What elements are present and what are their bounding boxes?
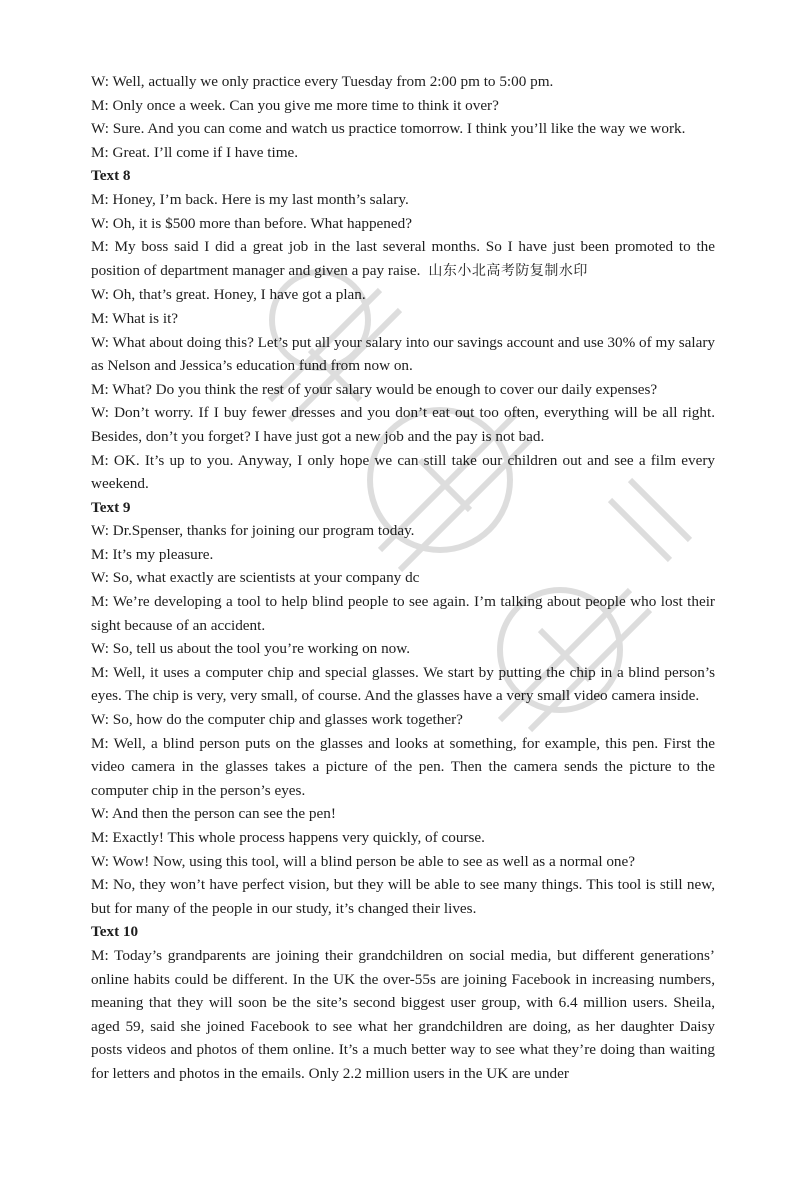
dialogue-line bbox=[91, 661, 715, 708]
transcript-body bbox=[91, 70, 715, 1086]
dialogue-text: M: What is it? bbox=[91, 309, 179, 327]
dialogue-text: M: OK. It’s up to you. Anyway, I only hope we can still take our children out and see a film every weekend. bbox=[91, 451, 715, 493]
dialogue-text: W: And then the person can see the pen! bbox=[91, 805, 336, 823]
dialogue-text: W: Well, actually we only practice every Tuesday from 2:00 pm to 5:00 pm. bbox=[91, 73, 554, 90]
dialogue-line bbox=[91, 331, 715, 378]
watermark-caption: 山东小北高考防复制水印 bbox=[428, 262, 588, 279]
dialogue-line bbox=[91, 141, 715, 165]
dialogue-line bbox=[91, 708, 715, 732]
section-heading bbox=[91, 920, 715, 944]
dialogue-line bbox=[91, 543, 715, 567]
dialogue-text: W: Wow! Now, using this tool, will a blind person be able to see as well as a normal one? bbox=[91, 852, 636, 870]
section-heading-text: Text 8 bbox=[91, 167, 131, 185]
dialogue-text: M: My boss said I did a great job in the last several months. So I have just been promoted to the position of department manager and given a pay raise. bbox=[91, 238, 715, 279]
dialogue-text: W: Sure. And you can come and watch us practice tomorrow. I think you’ll like the way we work. bbox=[91, 120, 686, 138]
dialogue-line bbox=[91, 70, 715, 94]
dialogue-text: M: Honey, I’m back. Here is my last month’s salary. bbox=[91, 190, 409, 208]
dialogue-line bbox=[91, 401, 715, 448]
dialogue-line bbox=[91, 637, 715, 661]
section-heading-text: Text 10 bbox=[91, 923, 139, 941]
dialogue-line bbox=[91, 873, 715, 920]
dialogue-line bbox=[91, 519, 715, 543]
dialogue-text: W: So, how do the computer chip and glasses work together? bbox=[91, 711, 463, 729]
section-heading bbox=[91, 164, 715, 188]
dialogue-text: W: So, tell us about the tool you’re working on now. bbox=[91, 640, 411, 658]
dialogue-line bbox=[91, 802, 715, 826]
section-heading bbox=[91, 496, 715, 520]
dialogue-text: W: Don’t worry. If I buy fewer dresses and you don’t eat out too often, everything will be all right. Besides, don’t you forget? I have just got a new job and the pay is not bad. bbox=[91, 404, 715, 445]
dialogue-text: M: We’re developing a tool to help blind people to see again. I’m talking about people who lost their sight because of an accident. bbox=[91, 593, 715, 634]
dialogue-text: M: Well, it uses a computer chip and special glasses. We start by putting the chip in a blind person’s eyes. The chip is very, very small, of course. And the glasses have a very small video camera inside. bbox=[91, 663, 715, 705]
dialogue-text: W: What about doing this? Let’s put all your salary into our savings account and use 30% of my salary as Nelson and Jessica’s education fund from now on. bbox=[91, 333, 715, 375]
dialogue-line bbox=[91, 944, 715, 1086]
dialogue-line bbox=[91, 378, 715, 402]
dialogue-line bbox=[91, 566, 715, 590]
dialogue-line bbox=[91, 732, 715, 803]
dialogue-line bbox=[91, 307, 715, 331]
dialogue-text: M: Only once a week. Can you give me more time to think it over? bbox=[91, 96, 499, 114]
dialogue-line bbox=[91, 826, 715, 850]
dialogue-text: M: Well, a blind person puts on the glasses and looks at something, for example, this pen. First the video camera in the glasses takes a picture of the pen. Then the camera sends the picture to the computer chip in the person’s eyes. bbox=[91, 734, 715, 799]
dialogue-text: W: Oh, that’s great. Honey, I have got a plan. bbox=[91, 286, 366, 304]
dialogue-line bbox=[91, 283, 715, 307]
dialogue-line bbox=[91, 188, 715, 212]
dialogue-text: M: It’s my pleasure. bbox=[91, 545, 214, 563]
dialogue-text: M: Today’s grandparents are joining their grandchildren on social media, but different generations’ online habits could be different. In the UK the over-55s are joining Facebook in increasing numbers, meaning that they will soon be the site’s second biggest user group, with 6.4 million users. Sheila, aged 59, said she joined Facebook to see what her grandchildren are doing, as her daughter Daisy posts videos and photos of them online. It’s a much better way to see what they’re doing than waiting for letters and photos in the emails. Only 2.2 million users in the UK are under bbox=[91, 946, 715, 1082]
dialogue-line bbox=[91, 117, 715, 141]
dialogue-text: M: No, they won’t have perfect vision, but they will be able to see many things. This tool is still new, but for many of the people in our study, it’s changed their lives. bbox=[91, 876, 715, 917]
dialogue-text: W: Oh, it is $500 more than before. What happened? bbox=[91, 214, 412, 232]
dialogue-text: M: Great. I’ll come if I have time. bbox=[91, 143, 299, 161]
dialogue-text: M: What? Do you think the rest of your salary would be enough to cover our daily expenses? bbox=[91, 380, 658, 398]
dialogue-line bbox=[91, 590, 715, 637]
dialogue-text: W: Dr.Spenser, thanks for joining our program today. bbox=[91, 522, 415, 540]
dialogue-line bbox=[91, 850, 715, 874]
dialogue-text: M: Exactly! This whole process happens very quickly, of course. bbox=[91, 829, 485, 846]
dialogue-text: W: So, what exactly are scientists at your company dc bbox=[91, 569, 420, 587]
dialogue-line bbox=[91, 94, 715, 118]
dialogue-line bbox=[91, 212, 715, 236]
dialogue-line bbox=[91, 235, 715, 283]
section-heading-text: Text 9 bbox=[91, 498, 131, 516]
dialogue-line bbox=[91, 449, 715, 496]
